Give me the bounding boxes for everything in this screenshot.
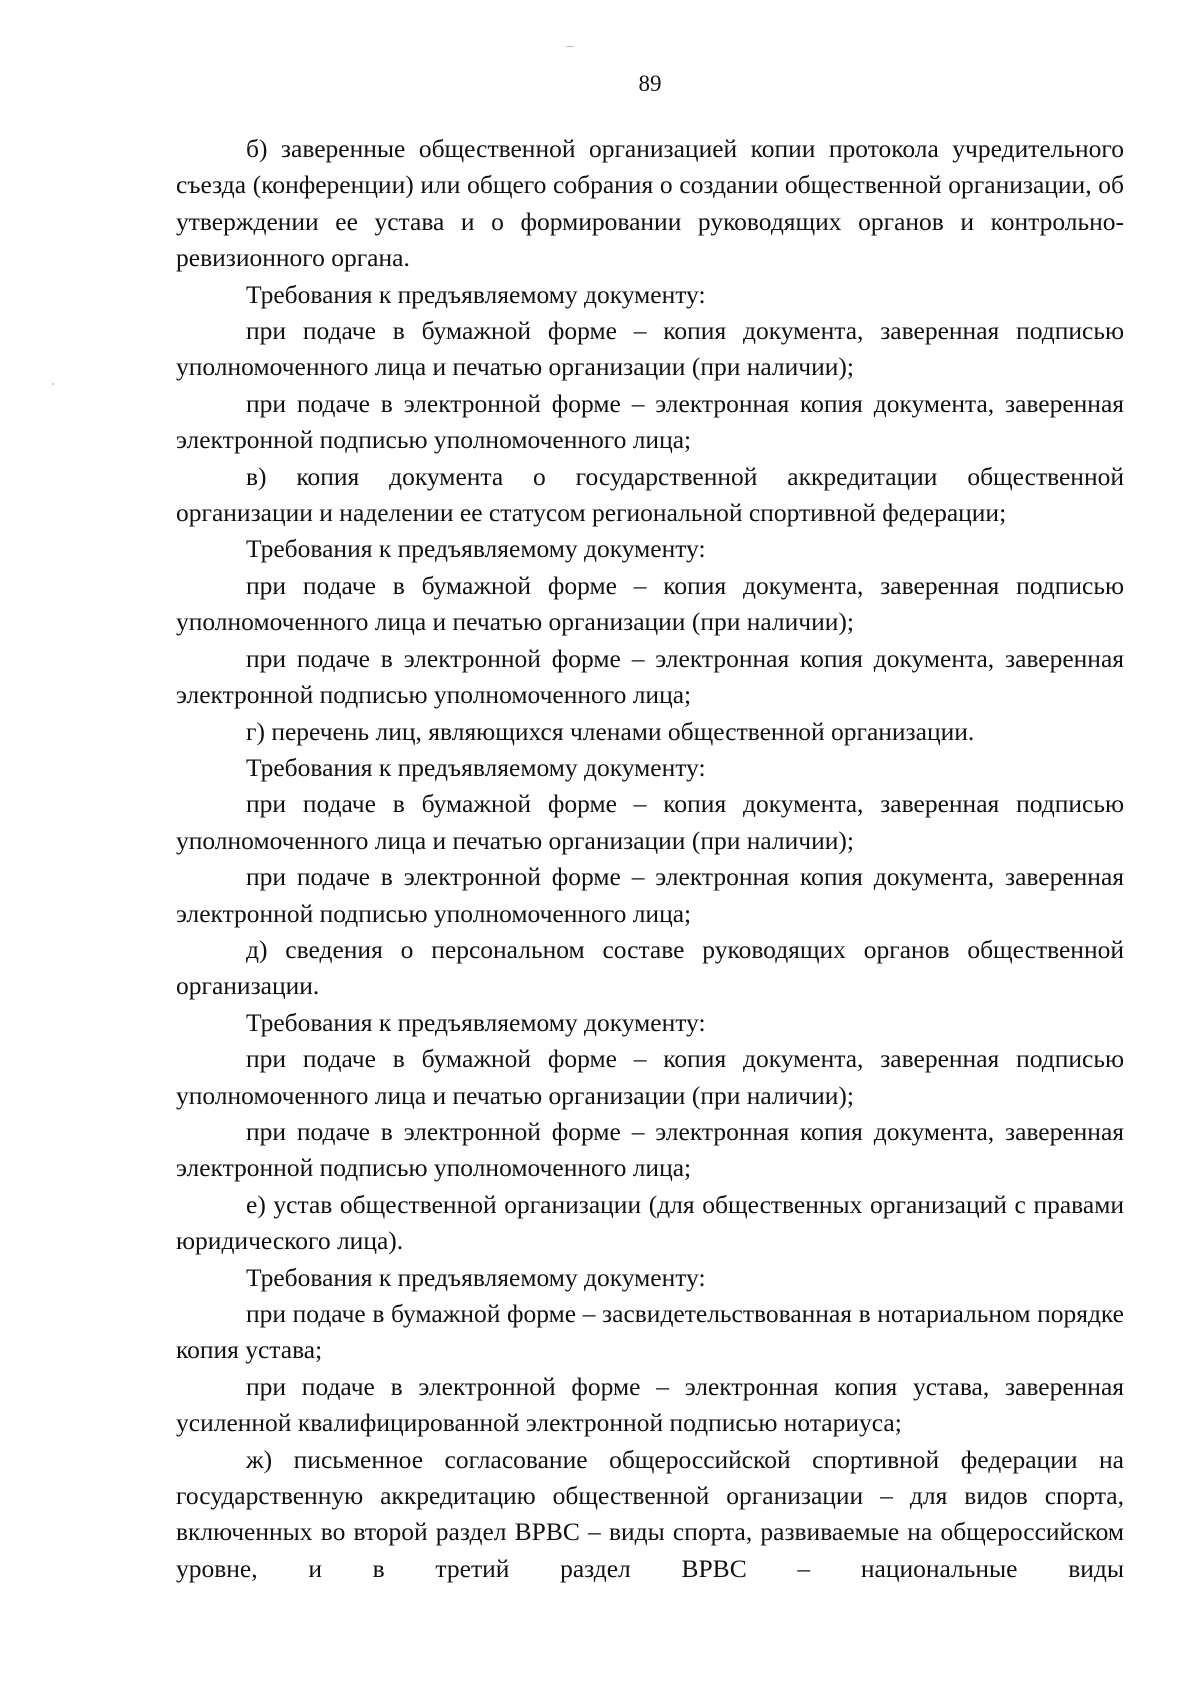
paragraph-item-d: д) сведения о персональном составе руководящих органов общественной организации. — [176, 934, 1124, 1001]
scan-artifact — [52, 383, 54, 385]
page-number: 89 — [638, 71, 662, 96]
requirements-heading: Требования к предъявляемому документу: — [246, 279, 706, 309]
electronic-form-requirement: при подаче в электронной форме – электронная копия документа, заверенная электронной подписью уполномоченного лица; — [176, 862, 1124, 928]
electronic-form-requirement: при подаче в электронной форме – электронная копия документа, заверенная электронной подписью уполномоченного лица; — [176, 388, 1124, 455]
paragraph-item-b: б) заверенные общественной организацией копии протокола учредительного съезда (конференции) или общего собрания о создании общественной организации, об утверждении ее устава и о формировании руководящих органов и контрольно-ревизионного органа. — [176, 134, 1124, 273]
requirements-heading: Требования к предъявляемому документу: — [246, 534, 706, 564]
requirements-heading: Требования к предъявляемому документу: — [246, 752, 706, 782]
paragraph-item-zh: ж) письменное согласование общероссийской спортивной федерации на государственную аккредитацию общественной организации – для видов спорта, включенных во второй раздел ВРВС – виды спорта, развиваемые на общероссийском уровне, и в третий раздел ВРВС – национальные виды — [176, 1444, 1124, 1583]
paper-form-requirement: при подаче в бумажной форме – копия документа, заверенная подписью уполномоченного лица и печатью организации (при наличии); — [176, 316, 1124, 382]
paper-form-requirement: при подаче в бумажной форме – копия документа, заверенная подписью уполномоченного лица и печатью организации (при наличии); — [176, 1044, 1124, 1110]
paragraph-item-v: в) копия документа о государственной аккредитации общественной организации и наделении ее статусом региональной спортивной федерации; — [176, 461, 1124, 528]
electronic-form-requirement: при подаче в электронной форме – электронная копия документа, заверенная электронной подписью уполномоченного лица; — [176, 1116, 1124, 1183]
scan-artifact — [566, 46, 574, 47]
electronic-form-requirement: при подаче в электронной форме – электронная копия документа, заверенная электронной подписью уполномоченного лица; — [176, 643, 1124, 710]
electronic-form-requirement: при подаче в электронной форме – электронная копия устава, заверенная усиленной квалифицированной электронной подписью нотариуса; — [176, 1371, 1124, 1438]
requirements-heading: Требования к предъявляемому документу: — [246, 1262, 706, 1292]
paragraph-item-g: г) перечень лиц, являющихся членами общественной организации. — [246, 716, 975, 746]
requirements-heading: Требования к предъявляемому документу: — [246, 1007, 706, 1037]
paragraph-item-e: е) устав общественной организации (для общественных организаций с правами юридического лица). — [176, 1189, 1124, 1256]
document-body — [176, 131, 1124, 1587]
paper-form-requirement: при подаче в бумажной форме – копия документа, заверенная подписью уполномоченного лица и печатью организации (при наличии); — [176, 789, 1124, 855]
paper-form-requirement: при подаче в бумажной форме – копия документа, заверенная подписью уполномоченного лица и печатью организации (при наличии); — [176, 570, 1124, 637]
paper-form-requirement: при подаче в бумажной форме – засвидетельствованная в нотариальном порядке копия устава; — [176, 1299, 1124, 1365]
